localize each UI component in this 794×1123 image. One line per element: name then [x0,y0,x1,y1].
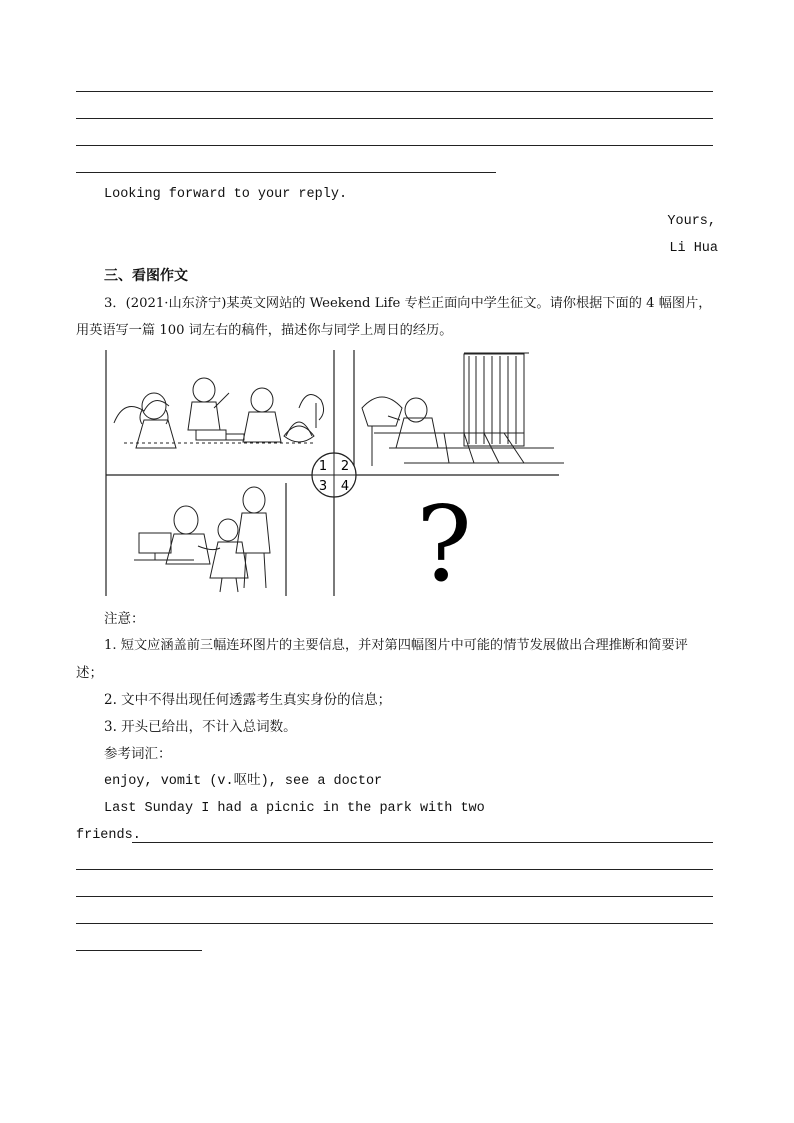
four-panel-figure [104,348,564,598]
answer-line[interactable] [76,869,713,870]
comic-strip-illustration [104,348,564,598]
vocab-list: enjoy, vomit (v.呕吐), see a doctor [104,774,383,789]
panel-3-doctor [134,487,270,592]
answer-opening-line-2: friends. [76,828,141,843]
panel-number-3: 3 [318,479,328,494]
note-2: 2. 文中不得出现任何透露考生真实身份的信息； [104,692,392,708]
notes-heading: 注意： [104,611,145,627]
question-line-1: 3．(2021·山东济宁)某英文网站的 Weekend Life 专栏正面向中学生征文。请你根据下面的 4 幅图片， [104,296,712,311]
writing-line [76,118,713,119]
note-1-line-1: 1. 短文应涵盖前三幅连环图片的主要信息，并对第四幅图片中可能的情节发展做出合理推断和简要评 [104,638,688,653]
panel-number-2: 2 [340,459,350,474]
note-3: 3. 开头已给出，不计入总词数。 [104,719,297,735]
panel-number-4: 4 [340,479,350,494]
panel-1-picnic [114,378,324,448]
question-mark: ? [416,483,472,598]
vocab-heading: 参考词汇： [104,746,172,762]
question-line-2: 用英语写一篇 100 词左右的稿件，描述你与同学上周日的经历。 [76,323,453,338]
writing-line [76,145,713,146]
answer-line[interactable] [76,923,713,924]
answer-line[interactable] [76,950,202,951]
answer-line[interactable] [76,896,713,897]
writing-line [76,91,713,92]
writing-line [76,172,496,173]
answer-opening-line-1: Last Sunday I had a picnic in the park with two [104,801,485,816]
answer-line[interactable] [132,842,713,843]
letter-closing-line: Looking forward to your reply. [104,187,348,202]
panel-2-sick [362,353,564,466]
note-1-line-2: 述； [76,665,103,681]
letter-yours: Yours, [667,214,716,229]
section-title: 三、看图作文 [104,268,188,284]
panel-number-circle [312,453,356,497]
letter-signature: Li Hua [669,241,718,256]
panel-number-1: 1 [318,459,328,474]
